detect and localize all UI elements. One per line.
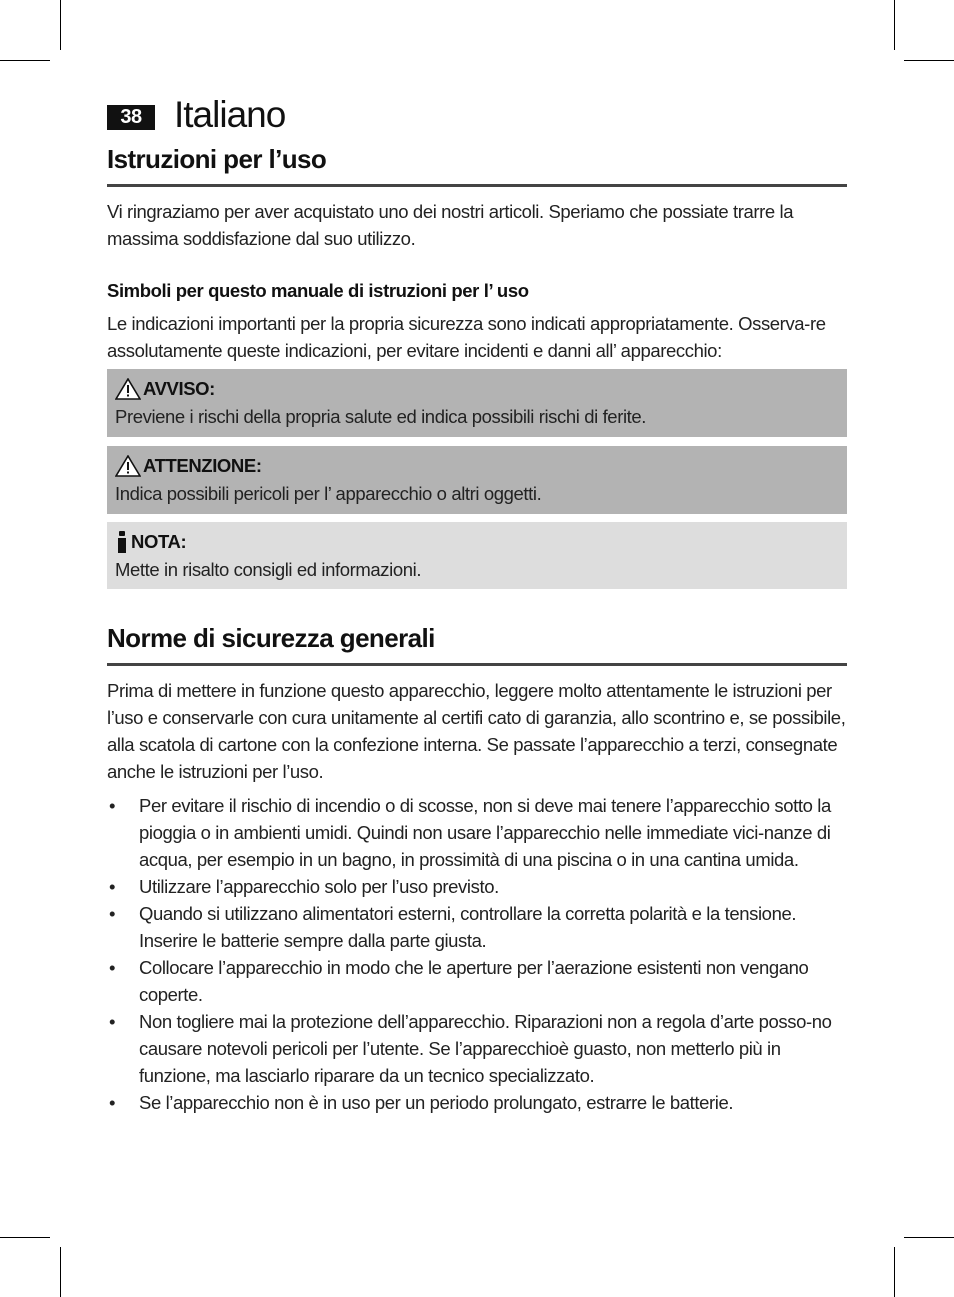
notice-note [107,522,847,589]
notice-text: Previene i rischi della propria salute ed indica possibili rischi di ferite. [115,406,647,427]
list-item [107,792,849,873]
crop-mark [0,1237,50,1238]
list-item [107,900,849,954]
notice-label: ATTENZIONE: [143,455,262,476]
language-title: Italiano [174,94,286,135]
list-item [107,1008,849,1089]
list-item-text: Per evitare il rischio di incendio o di scosse, non si deve mai tenere l’apparecchio sotto la pioggia o in ambienti umidi. Quindi non usare l’apparecchio nelle immediate vici-nanze di acqua, per esempio in un bagno, in prossimità di una piscina o in una cantina umida. [139,795,831,870]
page-number: 38 [107,105,155,130]
crop-mark [904,1237,954,1238]
bullet-icon: • [109,1011,116,1032]
warning-triangle-icon [115,378,141,400]
info-icon [115,530,129,554]
notice-warning [107,369,847,437]
symbols-paragraph: Le indicazioni importanti per la propria sicurezza sono indicati appropriatamente. Osserva-re assolutamente queste indicazioni, per evitare incidenti e danni all’ apparecchio: [107,313,826,361]
crop-mark [904,60,954,61]
section-title-instructions: Istruzioni per l’uso [107,144,327,174]
notice-label: NOTA: [131,531,187,552]
bullet-icon: • [109,876,116,897]
list-item-text: Quando si utilizzano alimentatori esterni, controllare la corretta polarità e la tensione. Inserire le batterie sempre dalla parte giusta. [139,903,797,951]
section-divider [107,184,847,187]
crop-mark [894,1247,895,1297]
crop-mark [894,0,895,50]
list-item-text: Non togliere mai la protezione dell’apparecchio. Riparazioni non a regola d’arte posso-no causare notevoli pericoli per l’utente. Se l’apparecchioè guasto, non metterlo più in funzione, ma lasciarlo riparare da un tecnico specializzato. [139,1011,832,1086]
symbols-heading: Simboli per questo manuale di istruzioni per l’ uso [107,280,529,301]
list-item [107,1089,849,1116]
list-item-text: Utilizzare l’apparecchio solo per l’uso previsto. [139,876,499,897]
list-item [107,954,849,1008]
intro-paragraph: Vi ringraziamo per aver acquistato uno dei nostri articoli. Speriamo che possiate trarre la massima soddisfazione dal suo utilizzo. [107,201,794,249]
bullet-icon: • [109,903,116,924]
safety-intro-paragraph: Prima di mettere in funzione questo apparecchio, leggere molto attentamente le istruzioni per l’uso e conservarle con cura unitamente al certifi cato di garanzia, allo scontrino e, se possibile, alla scatola di cartone con la confezione interna. Se passate l’apparecchio a terzi, consegnate anche le istruzioni per l’uso. [107,680,846,782]
section-divider [107,663,847,666]
crop-mark [60,0,61,50]
crop-mark [0,60,50,61]
crop-mark [60,1247,61,1297]
list-item [107,873,849,900]
notice-text: Mette in risalto consigli ed informazioni. [115,559,422,580]
section-title-safety: Norme di sicurezza generali [107,623,435,653]
bullet-icon: • [109,957,116,978]
notice-label: AVVISO: [143,378,215,399]
warning-triangle-icon [115,455,141,477]
bullet-icon: • [109,1092,116,1113]
bullet-icon: • [109,795,116,816]
notice-text: Indica possibili pericoli per l’ apparecchio o altri oggetti. [115,483,542,504]
notice-caution [107,446,847,514]
safety-bullet-list [107,792,849,1116]
list-item-text: Collocare l’apparecchio in modo che le aperture per l’aerazione esistenti non vengano coperte. [139,957,809,1005]
list-item-text: Se l’apparecchio non è in uso per un periodo prolungato, estrarre le batterie. [139,1092,734,1113]
